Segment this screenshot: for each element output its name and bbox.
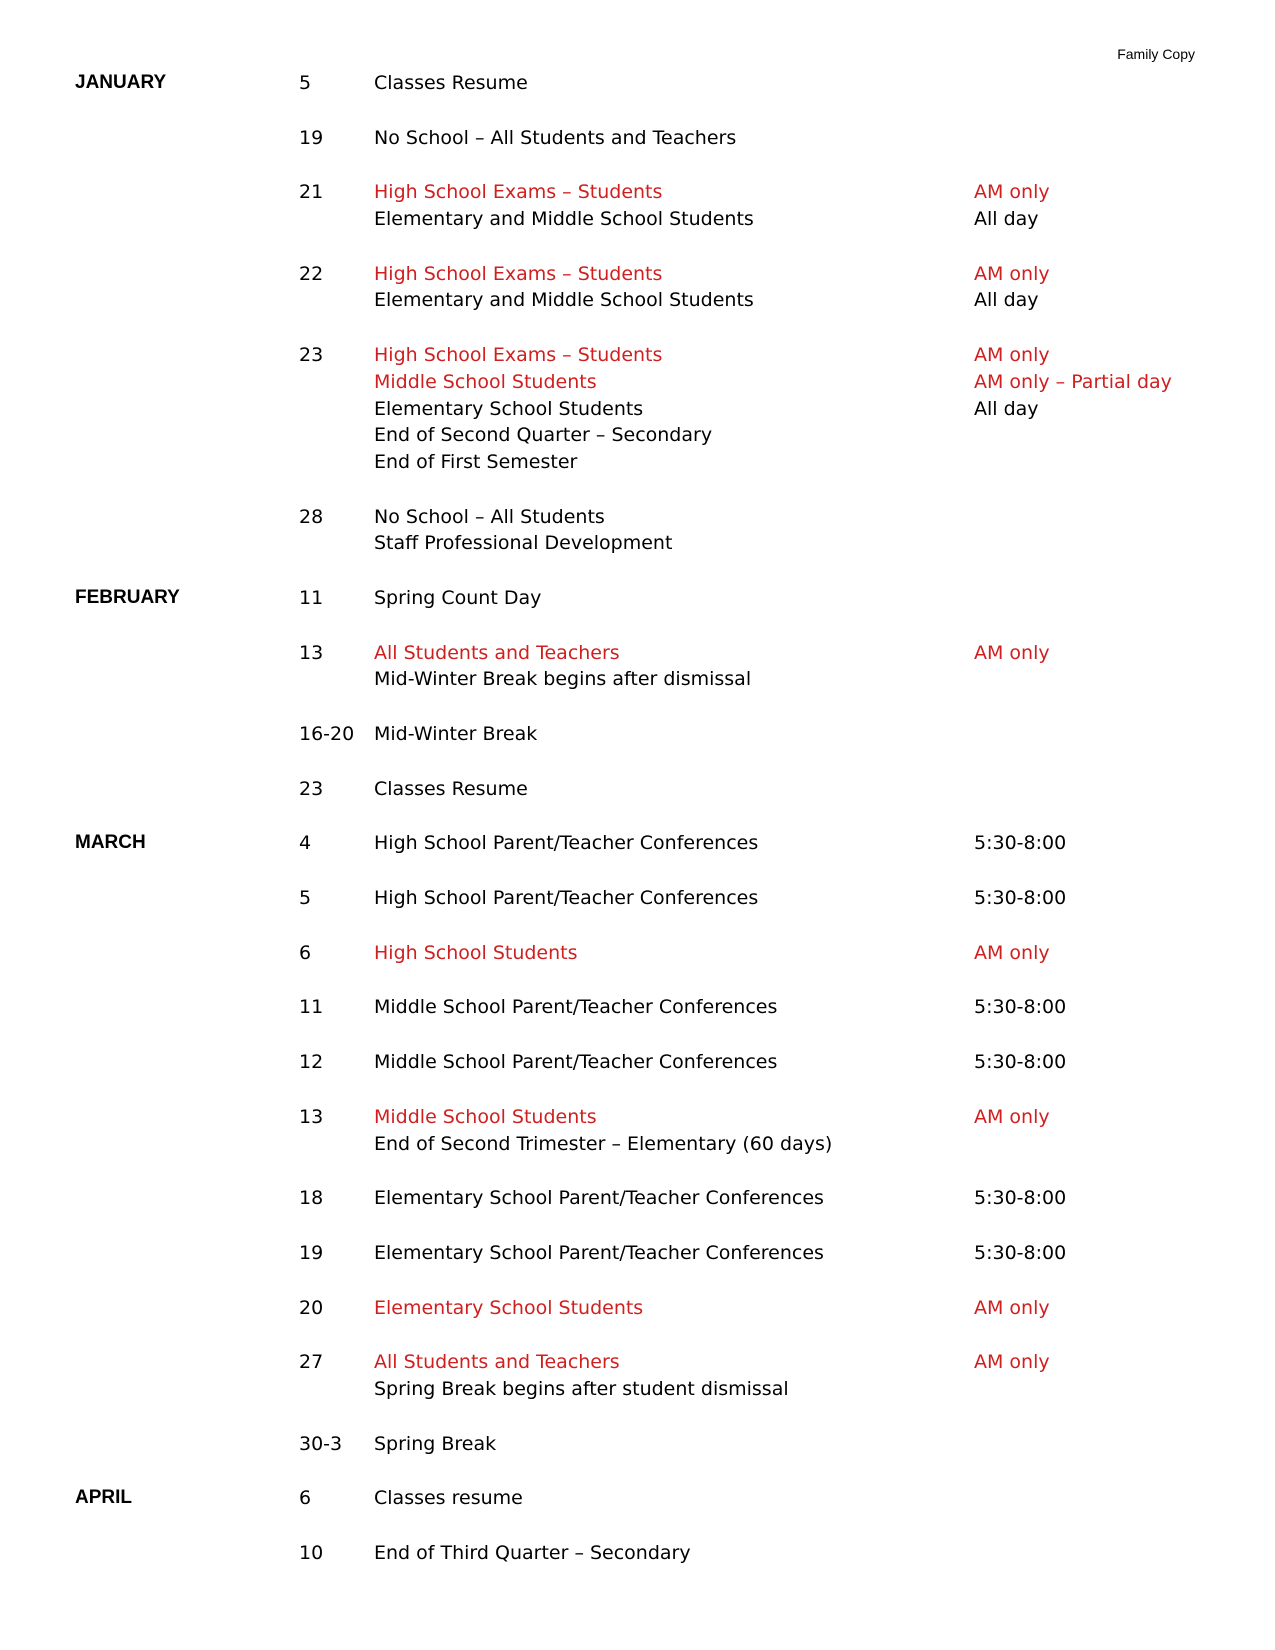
calendar-entry — [0, 776, 1275, 803]
entry-date: 12 — [299, 1051, 324, 1074]
entry-description: Middle School Parent/Teacher Conferences — [374, 1051, 778, 1074]
entry-description: Classes resume — [374, 1487, 523, 1510]
entry-date: 19 — [299, 1241, 324, 1264]
entry-date: 20 — [299, 1296, 324, 1319]
entry-lines — [374, 261, 1275, 314]
entry-line — [374, 1104, 1275, 1131]
month-label: JANUARY — [75, 72, 167, 93]
entry-lines — [374, 940, 1275, 967]
entry-date: 19 — [299, 126, 324, 149]
calendar-entry — [0, 1049, 1275, 1076]
entry-time: AM only — [974, 641, 1050, 664]
entry-date: 16-20 — [299, 723, 355, 745]
entry-date: 5 — [299, 887, 312, 910]
family-copy-label: Family Copy — [1117, 46, 1195, 62]
calendar-entry — [0, 1185, 1275, 1212]
entry-description: End of Third Quarter – Secondary — [374, 1542, 691, 1564]
entry-description: No School – All Students — [374, 505, 605, 528]
entry-line — [374, 940, 1275, 967]
entry-time: All day — [974, 208, 1039, 231]
entry-date: 6 — [299, 941, 312, 964]
entry-line — [374, 287, 1275, 314]
calendar-entry — [0, 1485, 1275, 1512]
entry-line — [374, 396, 1275, 423]
entry-line — [374, 1376, 1275, 1403]
entry-line — [374, 1049, 1275, 1076]
entry-date: 23 — [299, 344, 324, 367]
entry-description: Elementary School Parent/Teacher Conferences — [374, 1187, 824, 1210]
entry-line — [374, 449, 1275, 476]
entry-line — [374, 369, 1275, 396]
calendar-entry — [0, 342, 1275, 475]
entry-line — [374, 422, 1275, 449]
entry-description: Staff Professional Development — [374, 532, 673, 555]
entry-description: Elementary School Students — [374, 1296, 644, 1319]
entry-description: All Students and Teachers — [374, 641, 620, 664]
entry-date: 21 — [299, 181, 324, 204]
entry-description: High School Students — [374, 941, 578, 964]
entry-line — [374, 70, 1275, 97]
entry-time: 5:30-8:00 — [974, 1241, 1067, 1264]
calendar-entry — [0, 125, 1275, 152]
entry-time: All day — [974, 289, 1039, 312]
entry-date: 13 — [299, 641, 324, 664]
calendar-entry — [0, 261, 1275, 314]
entry-line — [374, 206, 1275, 233]
calendar-entry — [0, 1540, 1275, 1567]
entry-date: 27 — [299, 1351, 324, 1374]
entry-line — [374, 1240, 1275, 1267]
entry-line — [374, 640, 1275, 667]
entry-line — [374, 1431, 1275, 1458]
entry-time: AM only — [974, 344, 1050, 367]
entry-lines — [374, 830, 1275, 857]
entry-description: Spring Count Day — [374, 586, 542, 609]
entry-description: High School Exams – Students — [374, 181, 663, 204]
calendar-entry — [0, 1431, 1275, 1458]
entry-date: 5 — [299, 72, 312, 94]
entry-lines — [374, 585, 1275, 612]
entry-date: 10 — [299, 1542, 324, 1564]
calendar-entry — [0, 721, 1275, 748]
calendar-entry — [0, 1295, 1275, 1322]
entry-date: 13 — [299, 1105, 324, 1128]
entry-lines — [374, 885, 1275, 912]
entry-date: 28 — [299, 505, 324, 528]
entry-date: 30-3 — [299, 1432, 343, 1455]
entry-lines — [374, 1104, 1275, 1157]
calendar-entry — [0, 179, 1275, 232]
entry-description: Classes Resume — [374, 777, 528, 800]
entry-description: High School Parent/Teacher Conferences — [374, 887, 759, 910]
entry-date: 11 — [299, 996, 324, 1019]
entry-lines — [374, 1295, 1275, 1322]
entry-time: 5:30-8:00 — [974, 832, 1067, 855]
calendar-entry — [0, 1104, 1275, 1157]
entry-lines — [374, 504, 1275, 557]
entry-lines — [374, 640, 1275, 693]
entry-time: AM only – Partial day — [974, 370, 1172, 393]
entry-description: Elementary School Parent/Teacher Conferences — [374, 1241, 824, 1264]
entry-lines — [374, 1431, 1275, 1458]
entry-time: All day — [974, 397, 1039, 420]
entry-line — [374, 179, 1275, 206]
entry-line — [374, 1349, 1275, 1376]
month-label: MARCH — [75, 832, 146, 854]
entry-lines — [374, 1049, 1275, 1076]
entry-description: Elementary and Middle School Students — [374, 208, 754, 231]
calendar-entry — [0, 585, 1275, 612]
entry-date: 18 — [299, 1187, 324, 1210]
entry-description: Elementary School Students — [374, 397, 644, 420]
entry-date: 6 — [299, 1487, 312, 1510]
calendar-entry — [0, 1240, 1275, 1267]
entry-lines — [374, 994, 1275, 1021]
entry-time: AM only — [974, 941, 1050, 964]
entry-line — [374, 125, 1275, 152]
entry-time: 5:30-8:00 — [974, 1187, 1067, 1210]
entry-line — [374, 666, 1275, 693]
entry-description: Spring Break begins after student dismissal — [374, 1377, 789, 1400]
entry-time: 5:30-8:00 — [974, 887, 1067, 910]
entry-description: High School Parent/Teacher Conferences — [374, 832, 759, 855]
entry-lines — [374, 342, 1275, 475]
entry-line — [374, 721, 1275, 748]
entry-time: 5:30-8:00 — [974, 1051, 1067, 1074]
entry-description: No School – All Students and Teachers — [374, 126, 737, 149]
entry-line — [374, 504, 1275, 531]
calendar-entry — [0, 70, 1275, 97]
entry-description: Mid-Winter Break begins after dismissal — [374, 668, 752, 691]
entry-lines — [374, 125, 1275, 152]
month-label: FEBRUARY — [75, 586, 180, 608]
entry-date: 4 — [299, 832, 312, 855]
entry-description: Elementary and Middle School Students — [374, 289, 754, 312]
entry-description: Mid-Winter Break — [374, 723, 538, 745]
entry-line — [374, 1540, 1275, 1567]
entry-line — [374, 994, 1275, 1021]
entry-time: AM only — [974, 1296, 1050, 1319]
entry-time: AM only — [974, 262, 1050, 285]
calendar-entry — [0, 885, 1275, 912]
entry-lines — [374, 1485, 1275, 1512]
entry-line — [374, 585, 1275, 612]
entry-time: AM only — [974, 1105, 1050, 1128]
calendar-entry — [0, 640, 1275, 693]
entry-time: 5:30-8:00 — [974, 996, 1067, 1019]
calendar-entry — [0, 1349, 1275, 1402]
entry-line — [374, 342, 1275, 369]
entry-line — [374, 1295, 1275, 1322]
calendar-entry — [0, 504, 1275, 557]
calendar-entry — [0, 994, 1275, 1021]
month-label: APRIL — [75, 1487, 132, 1509]
entry-description: Classes Resume — [374, 72, 528, 94]
entry-lines — [374, 721, 1275, 748]
entry-description: End of Second Trimester – Elementary (60 days) — [374, 1132, 833, 1155]
entry-description: All Students and Teachers — [374, 1351, 620, 1374]
entry-description: End of First Semester — [374, 450, 578, 473]
entry-line — [374, 261, 1275, 288]
entry-line — [374, 776, 1275, 803]
entry-lines — [374, 1540, 1275, 1567]
entry-description: Middle School Parent/Teacher Conferences — [374, 996, 778, 1019]
entry-line — [374, 1131, 1275, 1158]
entry-line — [374, 1485, 1275, 1512]
entry-lines — [374, 1185, 1275, 1212]
entry-description: Middle School Students — [374, 370, 597, 393]
entry-lines — [374, 70, 1275, 97]
calendar-entry — [0, 830, 1275, 857]
entry-date: 23 — [299, 777, 324, 800]
entry-lines — [374, 776, 1275, 803]
calendar-list — [0, 70, 1275, 1595]
entry-time: AM only — [974, 181, 1050, 204]
entry-description: End of Second Quarter – Secondary — [374, 424, 713, 447]
entry-description: Middle School Students — [374, 1105, 597, 1128]
entry-lines — [374, 1349, 1275, 1402]
entry-description: High School Exams – Students — [374, 262, 663, 285]
entry-time: AM only — [974, 1351, 1050, 1374]
entry-line — [374, 530, 1275, 557]
entry-lines — [374, 179, 1275, 232]
entry-line — [374, 885, 1275, 912]
entry-description: High School Exams – Students — [374, 344, 663, 367]
calendar-entry — [0, 940, 1275, 967]
entry-date: 22 — [299, 262, 324, 285]
entry-line — [374, 1185, 1275, 1212]
entry-line — [374, 830, 1275, 857]
entry-date: 11 — [299, 586, 324, 609]
entry-description: Spring Break — [374, 1432, 497, 1455]
entry-lines — [374, 1240, 1275, 1267]
